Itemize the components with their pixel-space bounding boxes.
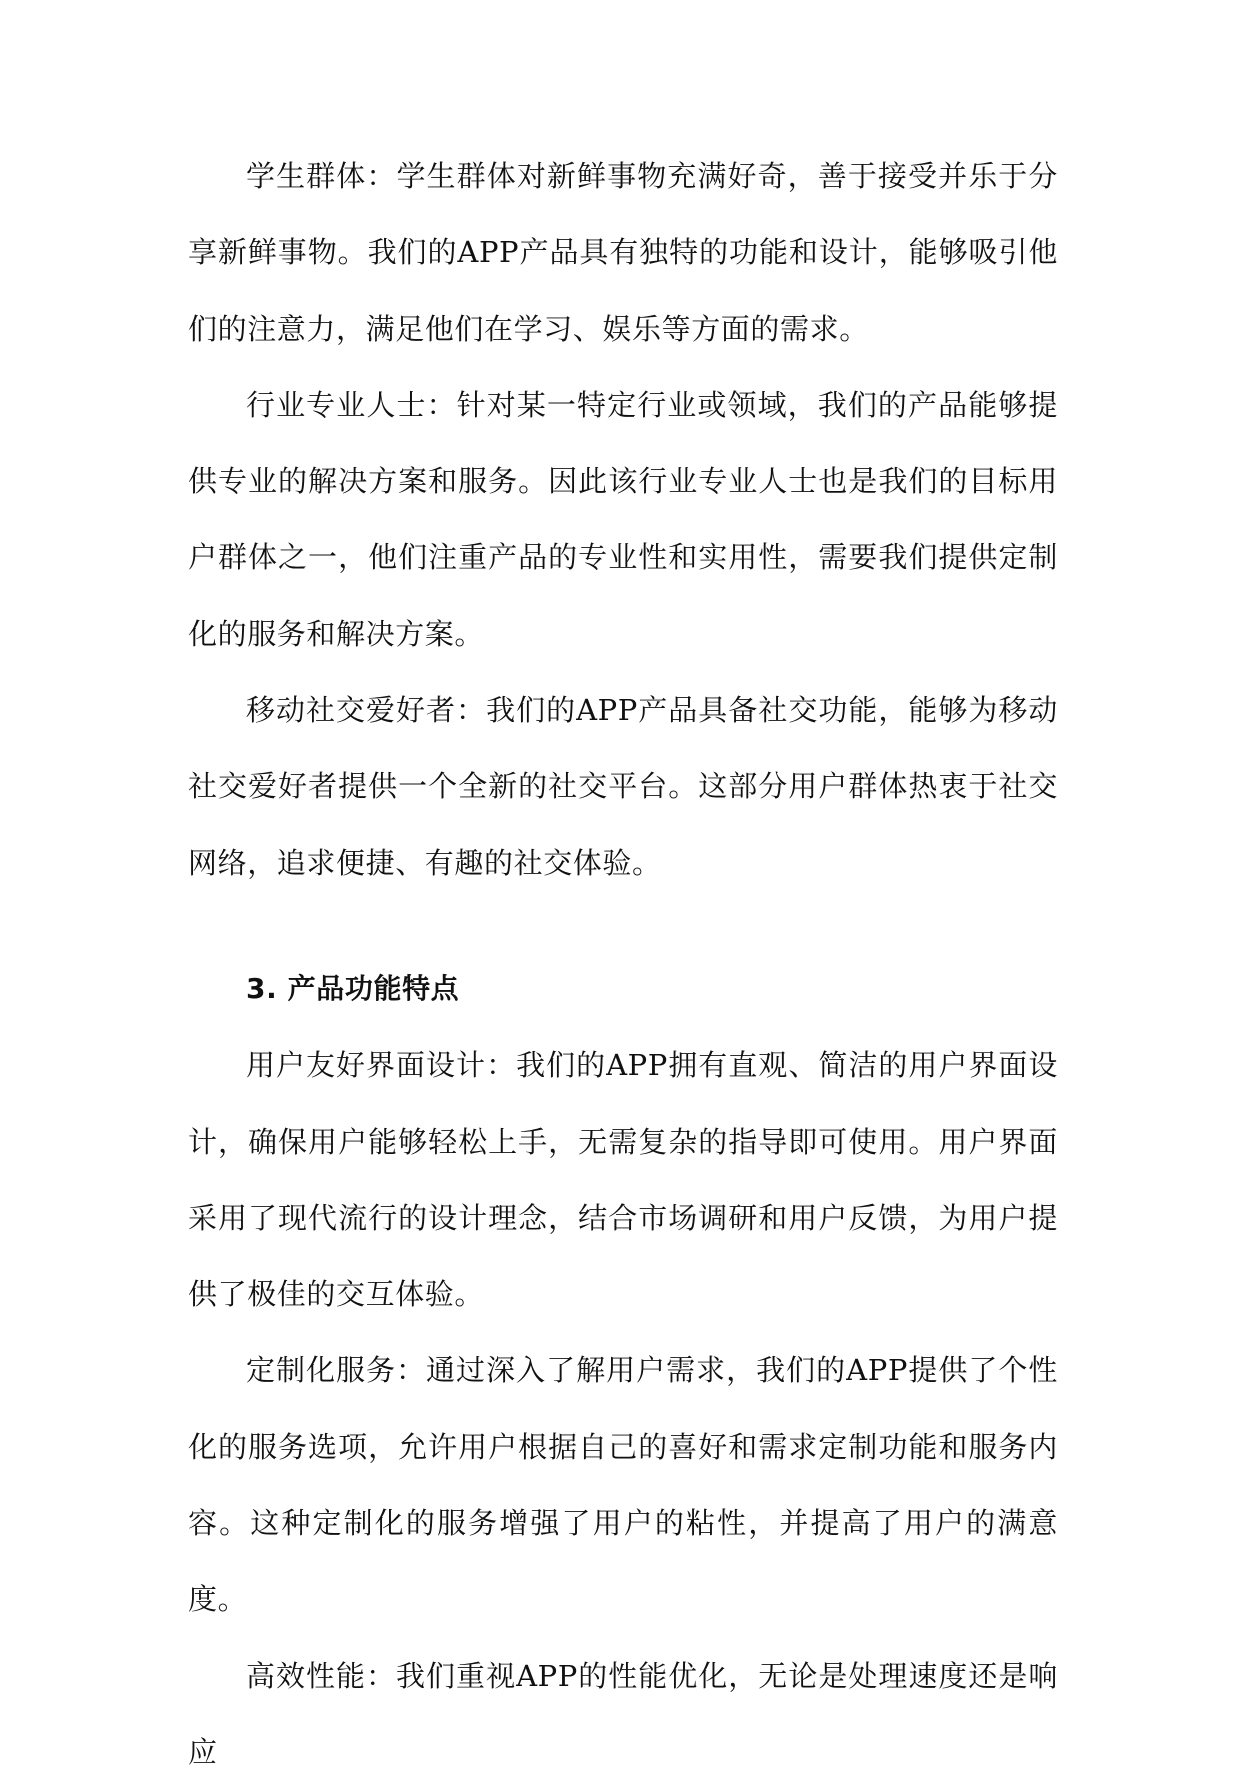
paragraph-high-performance: 高效性能：我们重视APP的性能优化，无论是处理速度还是响应 [188, 1658, 1058, 1769]
section-heading: 3. 产品功能特点 [246, 971, 460, 1005]
paragraph-industry-professionals: 行业专业人士：针对某一特定行业或领域，我们的产品能够提供专业的解决方案和服务。因此该行业专业人士也是我们的目标用户群体之一，他们注重产品的专业性和实用性，需要我们提供定制化的服务和解决方案。 [188, 387, 1058, 651]
paragraph-customized-service: 定制化服务：通过深入了解用户需求，我们的APP提供了个性化的服务选项，允许用户根据自己的喜好和需求定制功能和服务内容。这种定制化的服务增强了用户的粘性，并提高了用户的满意度。 [188, 1353, 1058, 1617]
paragraph-user-friendly-interface: 用户友好界面设计：我们的APP拥有直观、简洁的用户界面设计，确保用户能够轻松上手，无需复杂的指导即可使用。用户界面采用了现代流行的设计理念，结合市场调研和用户反馈，为用户提供了极佳的交互体验。 [188, 1048, 1058, 1312]
paragraph-student-group: 学生群体：学生群体对新鲜事物充满好奇，善于接受并乐于分享新鲜事物。我们的APP产品具有独特的功能和设计，能够吸引他们的注意力，满足他们在学习、娱乐等方面的需求。 [188, 159, 1058, 346]
document-body [188, 138, 1058, 1790]
paragraph-mobile-social-enthusiasts: 移动社交爱好者：我们的APP产品具备社交功能，能够为移动社交爱好者提供一个全新的社交平台。这部分用户群体热衷于社交网络，追求便捷、有趣的社交体验。 [188, 693, 1058, 880]
